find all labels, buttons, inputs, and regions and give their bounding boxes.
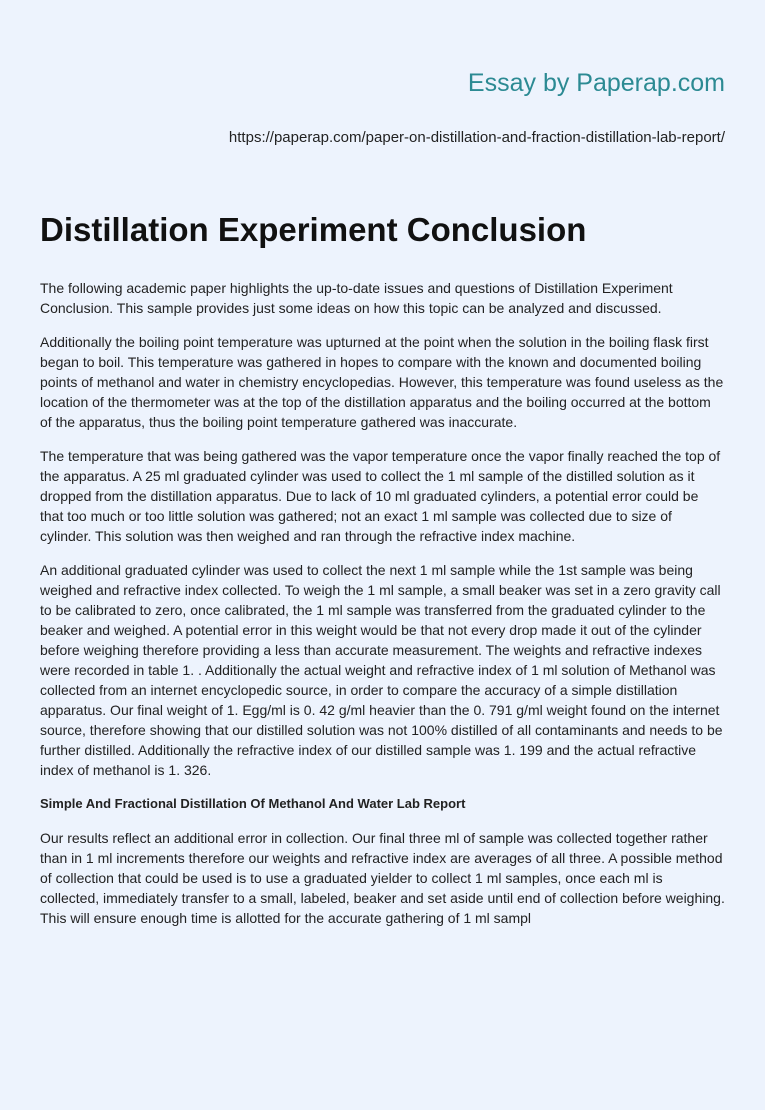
- paragraph-boiling-point: Additionally the boiling point temperature was upturned at the point when the solution in the boiling flask first began to boil. This temperature was gathered in hopes to compare with the known and documented boiling points of methanol and water in chemistry encyclopedias. However, this temperature was found useless as the location of the thermometer was at the top of the distillation apparatus and the boiling occurred at the bottom of the apparatus, thus the boiling point temperature gathered was inaccurate.: [40, 334, 724, 430]
- document-body: [40, 278, 725, 942]
- paragraph-intro: The following academic paper highlights the up-to-date issues and questions of Distillation Experiment Conclusion. This sample provides just some ideas on how this topic can be analyzed and discussed.: [40, 280, 673, 316]
- paragraph-vapor-temperature: The temperature that was being gathered was the vapor temperature once the vapor finally reached the top of the apparatus. A 25 ml graduated cylinder was used to collect the 1 ml sample of the distilled solution as it dropped from the distillation apparatus. Due to lack of 10 ml graduated cylinders, a potential error could be that too much or too little solution was gathered; not an exact 1 ml sample was collected due to size of cylinder. This solution was then weighed and ran through the refractive index machine.: [40, 448, 721, 544]
- paragraph-weighing: An additional graduated cylinder was used to collect the next 1 ml sample while the 1st sample was being weighed and refractive index collected. To weigh the 1 ml sample, a small beaker was set in a zero gravity call to be calibrated to zero, once calibrated, the 1 ml sample was transferred from the graduated cylinder to the beaker and weighed. A potential error in this weight would be that not every drop made it out of the cylinder before weighing therefore providing a less than accurate measurement. The weights and refractive indexes were recorded in table 1. . Additionally the actual weight and refractive index of 1 ml solution of Methanol was collected from an internet encyclopedic source, in order to compare the accuracy of a simple distillation apparatus. Our final weight of 1. Egg/ml is 0. 42 g/ml heavier than the 0. 791 g/ml weight found on the internet source, therefore showing that our distilled solution was not 100% distilled of all contaminants and needs to be further distilled. Additionally the refractive index of our distilled sample was 1. 199 and the actual refractive index of methanol is 1. 326.: [40, 562, 723, 778]
- source-url-link[interactable]: https://paperap.com/paper-on-distillation-and-fraction-distillation-lab-report/: [228, 129, 725, 146]
- document-title: Distillation Experiment Conclusion: [40, 211, 587, 248]
- paragraph-results: Our results reflect an additional error in collection. Our final three ml of sample was collected together rather than in 1 ml increments therefore our weights and refractive index are averages of all three. A possible method of collection that could be used is to use a graduated yielder to collect 1 ml samples, once each ml is collected, immediately transfer to a small, labeled, beaker and set aside until end of collection before weighing. This will ensure enough time is allotted for the accurate gathering of 1 ml sampl: [40, 830, 725, 926]
- section-subheading: Simple And Fractional Distillation Of Methanol And Water Lab Report: [40, 796, 466, 811]
- site-brand-link[interactable]: Essay by Paperap.com: [467, 69, 725, 97]
